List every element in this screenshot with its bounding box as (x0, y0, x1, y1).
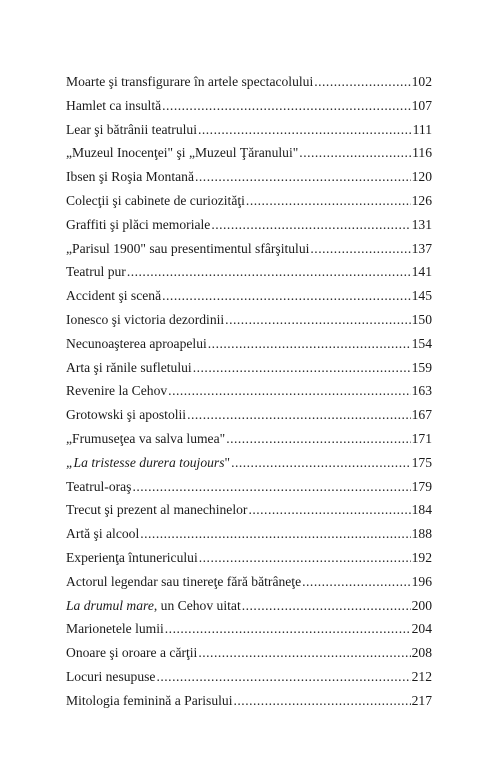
toc-entry-title: Actorul legendar sau tinereţe fără bătrâneţe (66, 573, 302, 589)
toc-entry-page: 126 (411, 192, 432, 208)
toc-entry-title: Ibsen şi Roşia Montană (66, 169, 194, 185)
toc-leader-dots (242, 594, 411, 618)
toc-leader-dots (310, 237, 410, 261)
toc-entry-page: 212 (411, 668, 432, 684)
toc-entry-page: 200 (411, 597, 432, 613)
toc-entry (66, 641, 432, 665)
toc-leader-dots (225, 308, 410, 332)
toc-entry-title: Experienţa întunericului (66, 549, 198, 565)
toc-entry-title: Hamlet ca insultă (66, 97, 162, 113)
toc-leader-dots (248, 498, 410, 522)
toc-entry-title: „Parisul 1900" sau presentimentul sfârşitului (66, 240, 310, 256)
toc-leader-dots (140, 522, 410, 546)
toc-entry-page: 167 (411, 407, 432, 423)
toc-leader-dots (198, 641, 410, 665)
toc-entry-page: 111 (412, 121, 432, 137)
toc-leader-dots (187, 403, 411, 427)
toc-entry-page: 141 (411, 264, 432, 280)
table-of-contents (66, 70, 432, 713)
toc-entry-title: Locuri nesupuse (66, 668, 156, 684)
toc-entry (66, 475, 432, 499)
toc-entry-page: 188 (411, 526, 432, 542)
toc-entry-page: 175 (411, 454, 432, 470)
toc-entry-page: 131 (411, 216, 432, 232)
toc-leader-dots (127, 260, 411, 284)
toc-entry (66, 332, 432, 356)
toc-entry (66, 237, 432, 261)
toc-entry-title: Teatrul pur (66, 264, 126, 280)
toc-leader-dots (193, 356, 411, 380)
toc-entry-title: Trecut şi prezent al manechinelor (66, 502, 248, 518)
toc-entry-page: 217 (411, 692, 432, 708)
toc-leader-dots (132, 475, 410, 499)
toc-entry (66, 284, 432, 308)
toc-entry-page: 137 (411, 240, 432, 256)
toc-leader-dots (211, 213, 410, 237)
toc-leader-dots (299, 141, 411, 165)
toc-entry (66, 260, 432, 284)
toc-entry (66, 570, 432, 594)
toc-entry-title: Ionesco şi victoria dezordinii (66, 311, 225, 327)
toc-entry (66, 379, 432, 403)
toc-entry-page: 204 (411, 621, 432, 637)
toc-entry-title: „Muzeul Inocenţei" şi „Muzeul Ţăranului" (66, 145, 299, 161)
toc-entry-page: 116 (412, 145, 432, 161)
toc-entry-title: Grotowski şi apostolii (66, 407, 187, 423)
toc-entry-title-italic: La drumul mare (66, 597, 154, 613)
toc-entry-title: Onoare şi oroare a cărţii (66, 645, 198, 661)
toc-entry (66, 141, 432, 165)
toc-entry (66, 427, 432, 451)
toc-entry-title: Lear şi bătrânii teatrului (66, 121, 197, 137)
toc-entry-title (66, 451, 230, 475)
toc-leader-dots (162, 94, 410, 118)
toc-entry-page: 208 (411, 645, 432, 661)
toc-entry (66, 689, 432, 713)
toc-entry-title: Colecţii şi cabinete de curiozităţi (66, 192, 245, 208)
toc-entry (66, 498, 432, 522)
toc-entry (66, 308, 432, 332)
toc-entry (66, 665, 432, 689)
toc-entry (66, 213, 432, 237)
toc-entry (66, 522, 432, 546)
toc-entry-title: Artă şi alcool (66, 526, 140, 542)
toc-entry-page: 163 (411, 383, 432, 399)
toc-entry (66, 189, 432, 213)
toc-entry (66, 165, 432, 189)
toc-entry-page: 120 (411, 169, 432, 185)
toc-entry-page: 192 (411, 549, 432, 565)
toc-entry-page: 154 (411, 335, 432, 351)
toc-entry (66, 403, 432, 427)
toc-entry-title: Necunoaşterea aproapelui (66, 335, 207, 351)
toc-entry-title: Arta şi rănile sufletului (66, 359, 192, 375)
toc-entry-title-rest: " (224, 454, 231, 470)
toc-entry-title-italic: „La tristesse durera toujours (66, 454, 225, 470)
toc-entry-title: Mitologia feminină a Parisului (66, 692, 233, 708)
toc-leader-dots (168, 379, 410, 403)
toc-entry (66, 94, 432, 118)
toc-entry-title: Moarte şi transfigurare în artele spectacolului (66, 74, 314, 89)
toc-entry-title: Revenire la Cehov (66, 383, 168, 399)
toc-leader-dots (199, 546, 411, 570)
toc-leader-dots (195, 165, 411, 189)
toc-entry-page: 145 (411, 288, 432, 304)
toc-leader-dots (208, 332, 411, 356)
toc-entry (66, 118, 432, 142)
toc-leader-dots (246, 189, 411, 213)
toc-entry (66, 546, 432, 570)
toc-leader-dots (156, 665, 410, 689)
toc-leader-dots (234, 689, 411, 713)
toc-leader-dots (302, 570, 410, 594)
toc-entry (66, 70, 432, 94)
toc-entry-page: 159 (411, 359, 432, 375)
toc-entry (66, 356, 432, 380)
toc-entry-title: Marionetele lumii (66, 621, 164, 637)
toc-entry (66, 451, 432, 475)
toc-entry-title (66, 594, 241, 618)
toc-entry-title: Graffiti şi plăci memoriale (66, 216, 211, 232)
toc-entry-title: Teatrul-oraş (66, 478, 132, 494)
toc-entry-page: 107 (411, 97, 432, 113)
toc-entry-title: „Frumuseţea va salva lumea" (66, 430, 226, 446)
toc-leader-dots (162, 284, 410, 308)
toc-leader-dots (165, 617, 411, 641)
toc-entry-title: Accident şi scenă (66, 288, 162, 304)
toc-entry-page: 171 (411, 430, 432, 446)
toc-entry (66, 617, 432, 641)
toc-leader-dots (198, 118, 412, 142)
toc-entry-title-rest: , un Cehov uitat (153, 597, 241, 613)
toc-entry (66, 594, 432, 618)
toc-leader-dots (226, 427, 410, 451)
toc-leader-dots (314, 70, 410, 94)
toc-entry-page: 196 (411, 573, 432, 589)
toc-entry-page: 102 (411, 74, 432, 89)
toc-entry-page: 184 (411, 502, 432, 518)
toc-leader-dots (231, 451, 411, 475)
toc-entry-page: 150 (411, 311, 432, 327)
toc-entry-page: 179 (411, 478, 432, 494)
